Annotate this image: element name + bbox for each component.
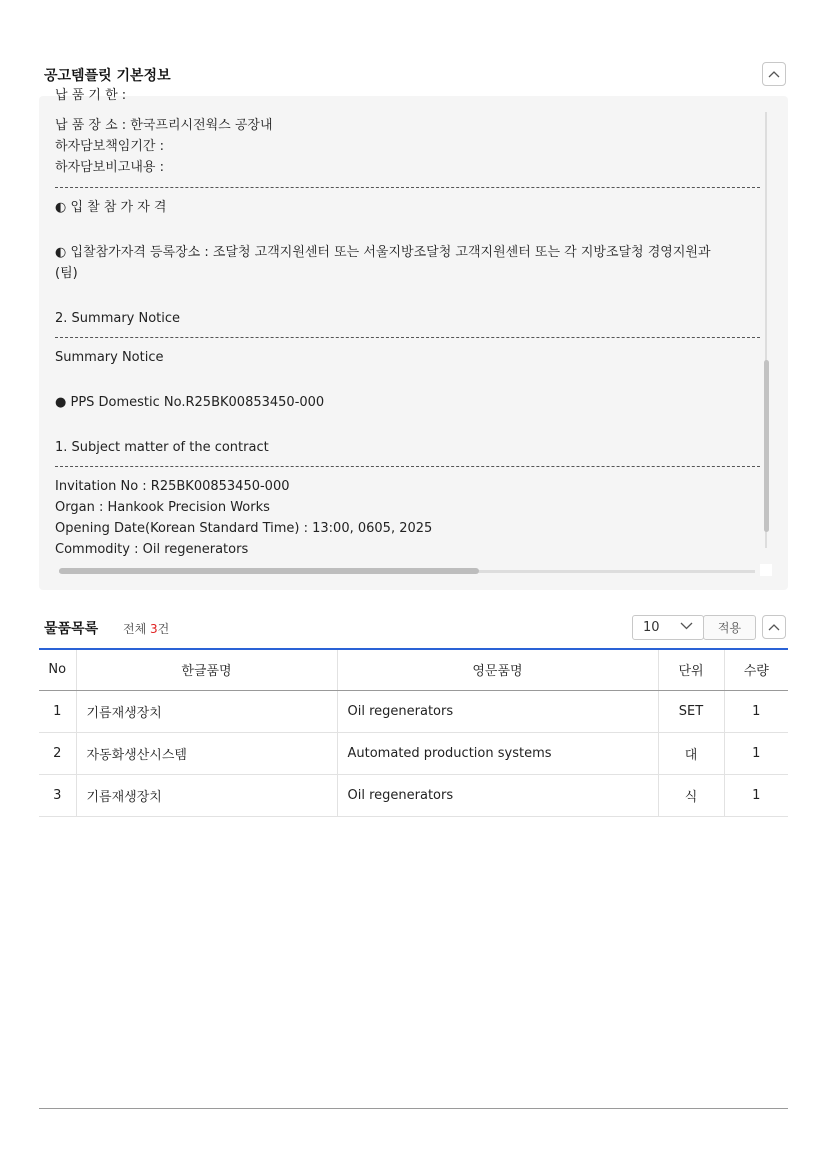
column-header-no: No (39, 649, 76, 690)
notice-summary-title: Summary Notice (55, 350, 164, 365)
horizontal-scrollbar-thumb[interactable] (59, 568, 479, 574)
notice-subject: 1. Subject matter of the contract (55, 440, 269, 455)
notice-commodity: Commodity : Oil regenerators (55, 542, 249, 557)
apply-button[interactable]: 적용 (703, 615, 756, 640)
column-header-korean-name: 한글품명 (76, 649, 337, 690)
template-section-title: 공고템플릿 기본정보 (44, 68, 171, 84)
chevron-down-icon (680, 619, 693, 633)
cell-korean-name: 자동화생산시스템 (76, 732, 337, 774)
cell-no: 1 (39, 690, 76, 732)
dashed-divider (55, 187, 760, 188)
notice-defect-remark: 하자담보비고내용 : (55, 160, 164, 175)
cell-quantity: 1 (724, 732, 788, 774)
cell-english-name: Automated production systems (337, 732, 658, 774)
table-header-row (39, 649, 788, 690)
notice-summary-heading: 2. Summary Notice (55, 311, 181, 326)
page-size-select[interactable] (632, 615, 704, 640)
cell-english-name: Oil regenerators (337, 690, 658, 732)
column-header-english-name: 영문품명 (337, 649, 658, 690)
notice-line-cut: 납 품 기 한 : (55, 88, 127, 103)
notice-bid-registration-cont: (팀) (55, 266, 78, 281)
column-header-unit: 단위 (658, 649, 724, 690)
notice-bid-qualification-heading: ◐ 입 찰 참 가 자 격 (55, 200, 167, 215)
column-header-quantity: 수량 (724, 649, 788, 690)
notice-invitation-no: Invitation No : R25BK00853450-000 (55, 479, 290, 494)
template-collapse-button[interactable] (762, 62, 786, 86)
table-row (39, 774, 788, 816)
items-table (39, 648, 788, 817)
cell-quantity: 1 (724, 690, 788, 732)
cell-quantity: 1 (724, 774, 788, 816)
table-row (39, 732, 788, 774)
cell-no: 3 (39, 774, 76, 816)
notice-defect-period: 하자담보책임기간 : (55, 139, 164, 154)
total-count-value: 3 (150, 622, 158, 636)
cell-english-name: Oil regenerators (337, 774, 658, 816)
chevron-up-icon (768, 67, 780, 81)
table-row (39, 690, 788, 732)
items-collapse-button[interactable] (762, 615, 786, 639)
vertical-scrollbar-thumb[interactable] (764, 360, 769, 532)
cell-unit: 식 (658, 774, 724, 816)
cell-no: 2 (39, 732, 76, 774)
total-count (123, 620, 169, 637)
cell-unit: SET (658, 690, 724, 732)
chevron-up-icon (768, 620, 780, 634)
scrollbar-corner (760, 564, 772, 576)
notice-bid-registration: ◐ 입찰참가자격 등록장소 : 조달청 고객지원센터 또는 서울지방조달청 고객지원센터 또는 각 지방조달청 경영지원과 (55, 245, 711, 260)
items-section-title: 물품목록 (44, 621, 99, 637)
notice-pps-number: ● PPS Domestic No.R25BK00853450-000 (55, 395, 325, 410)
bottom-divider (39, 1108, 788, 1109)
notice-delivery-place: 납 품 장 소 : 한국프리시전웍스 공장내 (55, 118, 273, 133)
notice-content-panel[interactable] (39, 88, 788, 590)
page-size-value: 10 (643, 620, 660, 635)
notice-organ: Organ : Hankook Precision Works (55, 500, 270, 515)
total-count-prefix: 전체 (123, 622, 150, 636)
cell-korean-name: 기름재생장치 (76, 774, 337, 816)
cell-korean-name: 기름재생장치 (76, 690, 337, 732)
total-count-suffix: 건 (157, 622, 170, 636)
notice-opening-date: Opening Date(Korean Standard Time) : 13:00, 0605, 2025 (55, 521, 433, 536)
dashed-divider (55, 466, 760, 467)
dashed-divider (55, 337, 760, 338)
notice-text-area (55, 88, 760, 557)
cell-unit: 대 (658, 732, 724, 774)
